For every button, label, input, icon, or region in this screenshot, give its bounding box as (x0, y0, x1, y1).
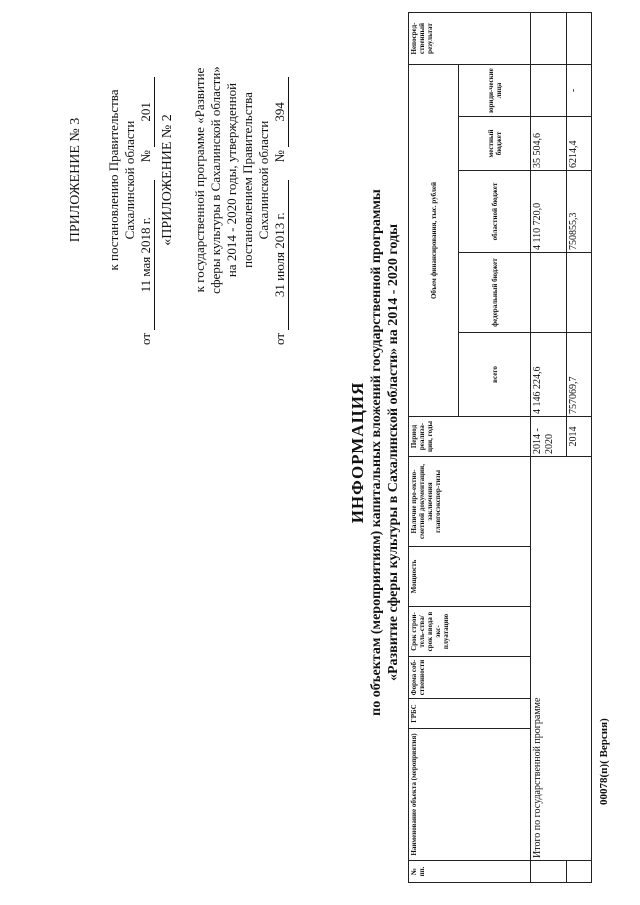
header-num: № пп. (409, 861, 531, 883)
header-capacity: Мощность (409, 547, 531, 607)
header-local: местный бюджет (459, 117, 531, 171)
row-regional: 4 110 720,0 (531, 171, 567, 253)
capital-investment-table (408, 13, 593, 883)
appendix-3-line1: к постановлению Правительства (106, 89, 121, 271)
row-label-total: Итого по государственной программе (531, 457, 592, 861)
row-federal (531, 253, 567, 333)
appendix-2-line2: сферы культуры в Сахалинской области» (208, 66, 223, 294)
row-local: 35 504,6 (531, 117, 567, 171)
appendix-2-date-line (272, 15, 289, 345)
appendix-3-from-label: от (138, 332, 153, 345)
header-period: Период реализа-ции, годы (409, 417, 531, 457)
appendix-2-line5: Сахалинской области (256, 120, 271, 240)
appendix-2-title: «ПРИЛОЖЕНИЕ № 2 (160, 114, 175, 246)
appendix-3-date-line (138, 15, 155, 345)
document-title (348, 0, 402, 905)
appendix-2-date: 31 июля 2013 г. (272, 180, 289, 330)
appendix-2-line3: на 2014 - 2020 годы, утвержденной (224, 82, 239, 278)
appendix-3-title: ПРИЛОЖЕНИЕ № 3 (68, 117, 83, 243)
appendix-3-block (68, 15, 155, 345)
row-federal (567, 253, 592, 333)
header-federal: федеральный бюджет (459, 253, 531, 333)
header-result: Непосред-ственный результат (409, 13, 531, 65)
appendix-2-line4: постановлением Правительства (240, 92, 255, 268)
appendix-2-from-label: от (272, 332, 287, 345)
header-funding-group: Объем финансирования, тыс. рублей (409, 65, 459, 417)
appendix-2-block (160, 15, 289, 345)
row-local: 6214,4 (567, 117, 592, 171)
header-total: всего (459, 333, 531, 417)
header-docs: Наличие про-ектно-сметной документации, заключения главгосэкспер-тизы (409, 457, 531, 547)
row-period: 2014 (567, 417, 592, 457)
table-row (531, 13, 567, 883)
row-period: 2014 - 2020 (531, 417, 567, 457)
appendix-3-line2: Сахалинской области (122, 120, 137, 240)
row-regional: 750855,3 (567, 171, 592, 253)
header-term: Срок строи-тель-ства/срок ввода в экс-плуатацию (409, 607, 531, 657)
appendix-2-number: 394 (272, 77, 289, 147)
appendix-2-num-label: № (272, 150, 287, 163)
row-legal: - (567, 65, 592, 117)
appendix-2-line1: к государственной программе «Развитие (192, 67, 207, 293)
appendix-3-number: 201 (138, 77, 155, 147)
title-main: ИНФОРМАЦИЯ (348, 381, 367, 524)
header-grbs: ГРБС (409, 699, 531, 729)
header-name: Наименование объекта (мероприятия) (409, 729, 531, 861)
row-legal (531, 65, 567, 117)
document-footer-code: 00078(п)( Версия) (598, 718, 610, 805)
title-line2: по объектам (мероприятиям) капитальных вложений государственной программы (369, 189, 384, 716)
row-total: 757069,7 (567, 333, 592, 417)
header-ownership: Форма соб-ственности (409, 657, 531, 699)
appendix-3-num-label: № (138, 150, 153, 163)
appendix-3-date: 11 мая 2018 г. (138, 180, 155, 330)
header-regional: областной бюджет (459, 171, 531, 253)
row-total: 4 146 224,6 (531, 333, 567, 417)
title-line3: «Развитие сферы культуры в Сахалинской области» на 2014 - 2020 годы (386, 223, 401, 682)
header-legal: юриди-ческие лица (459, 65, 531, 117)
